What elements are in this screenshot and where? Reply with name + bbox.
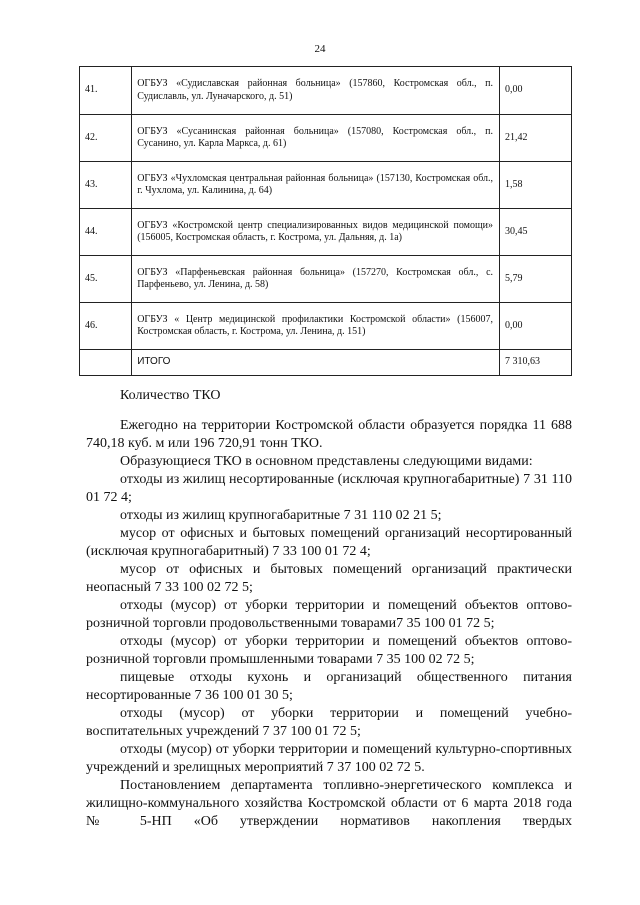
- facility-value: 0,00: [500, 67, 572, 115]
- table-row: [80, 67, 572, 115]
- list-item: отходы (мусор) от уборки территории и помещений объектов оптово-розничной торговли продовольственными товарами7 35 100 01 72 5;: [86, 598, 572, 631]
- row-number: 44.: [80, 209, 132, 256]
- list-item: отходы (мусор) от уборки территории и помещений объектов оптово-розничной торговли промышленными товарами 7 35 100 02 72 5;: [86, 634, 572, 667]
- facility-value: 5,79: [500, 256, 572, 303]
- row-number: 46.: [80, 303, 132, 350]
- table-row: [80, 209, 572, 256]
- paragraph-resolution: Постановлением департамента топливно-энергетического комплекса и жилищно-коммунального хозяйства Костромской области от 6 марта 2018 года № 5-НП «Об утверждении нормативов накопления твердых: [86, 778, 572, 829]
- paragraph-types-intro: Образующиеся ТКО в основном представлены следующими видами:: [120, 454, 533, 469]
- row-number: 45.: [80, 256, 132, 303]
- row-number: 41.: [80, 67, 132, 115]
- list-item: мусор от офисных и бытовых помещений организаций несортированный (исключая крупногабаритный) 7 33 100 01 72 4;: [86, 526, 572, 559]
- table-total-row: [80, 350, 572, 376]
- section-heading: Количество ТКО: [120, 388, 221, 403]
- list-item: отходы (мусор) от уборки территории и помещений культурно-спортивных учреждений и зрелищных мероприятий 7 37 100 02 72 5.: [86, 742, 572, 775]
- facility-value: 1,58: [500, 162, 572, 209]
- facilities-table: [79, 66, 572, 376]
- total-number-cell: [80, 350, 132, 376]
- page-number: 24: [314, 43, 326, 55]
- row-number: 43.: [80, 162, 132, 209]
- facility-value: 30,45: [500, 209, 572, 256]
- table-row: [80, 303, 572, 350]
- facility-name: ОГБУЗ «Костромской центр специализированных видов медицинской помощи» (156005, Костромская область, г. Кострома, ул. Дальняя, д. 1а): [132, 209, 500, 256]
- list-item: отходы из жилищ несортированные (исключая крупногабаритные) 7 31 110 01 72 4;: [86, 472, 572, 505]
- table-row: [80, 115, 572, 162]
- total-label: ИТОГО: [132, 350, 500, 376]
- facility-name: ОГБУЗ «Сусанинская районная больница» (157080, Костромская обл., п. Сусанино, ул. Карла Маркса, д. 61): [132, 115, 500, 162]
- table-row: [80, 162, 572, 209]
- facility-value: 0,00: [500, 303, 572, 350]
- list-item: отходы из жилищ крупногабаритные 7 31 110 02 21 5;: [120, 508, 442, 523]
- facility-name: ОГБУЗ «Судиславская районная больница» (157860, Костромская обл., п. Судиславль, ул. Луначарского, д. 51): [132, 67, 500, 115]
- body-text: [86, 387, 572, 831]
- facility-name: ОГБУЗ « Центр медицинской профилактики Костромской области» (156007, Костромская область, г. Кострома, ул. Ленина, д. 151): [132, 303, 500, 350]
- paragraph-volume: Ежегодно на территории Костромской области образуется порядка 11 688 740,18 куб. м или 196 720,91 тонн ТКО.: [86, 418, 572, 451]
- list-item: пищевые отходы кухонь и организаций общественного питания несортированные 7 36 100 01 30 5;: [86, 670, 572, 703]
- facility-value: 21,42: [500, 115, 572, 162]
- row-number: 42.: [80, 115, 132, 162]
- list-item: мусор от офисных и бытовых помещений организаций практически неопасный 7 33 100 02 72 5;: [86, 562, 572, 595]
- facility-name: ОГБУЗ «Чухломская центральная районная больница» (157130, Костромская обл., г. Чухлома, ул. Калинина, д. 64): [132, 162, 500, 209]
- facility-name: ОГБУЗ «Парфеньевская районная больница» (157270, Костромская обл., с. Парфеньево, ул. Ленина, д. 58): [132, 256, 500, 303]
- table-row: [80, 256, 572, 303]
- total-value: 7 310,63: [500, 350, 572, 376]
- list-item: отходы (мусор) от уборки территории и помещений учебно-воспитательных учреждений 7 37 100 01 72 5;: [86, 706, 572, 739]
